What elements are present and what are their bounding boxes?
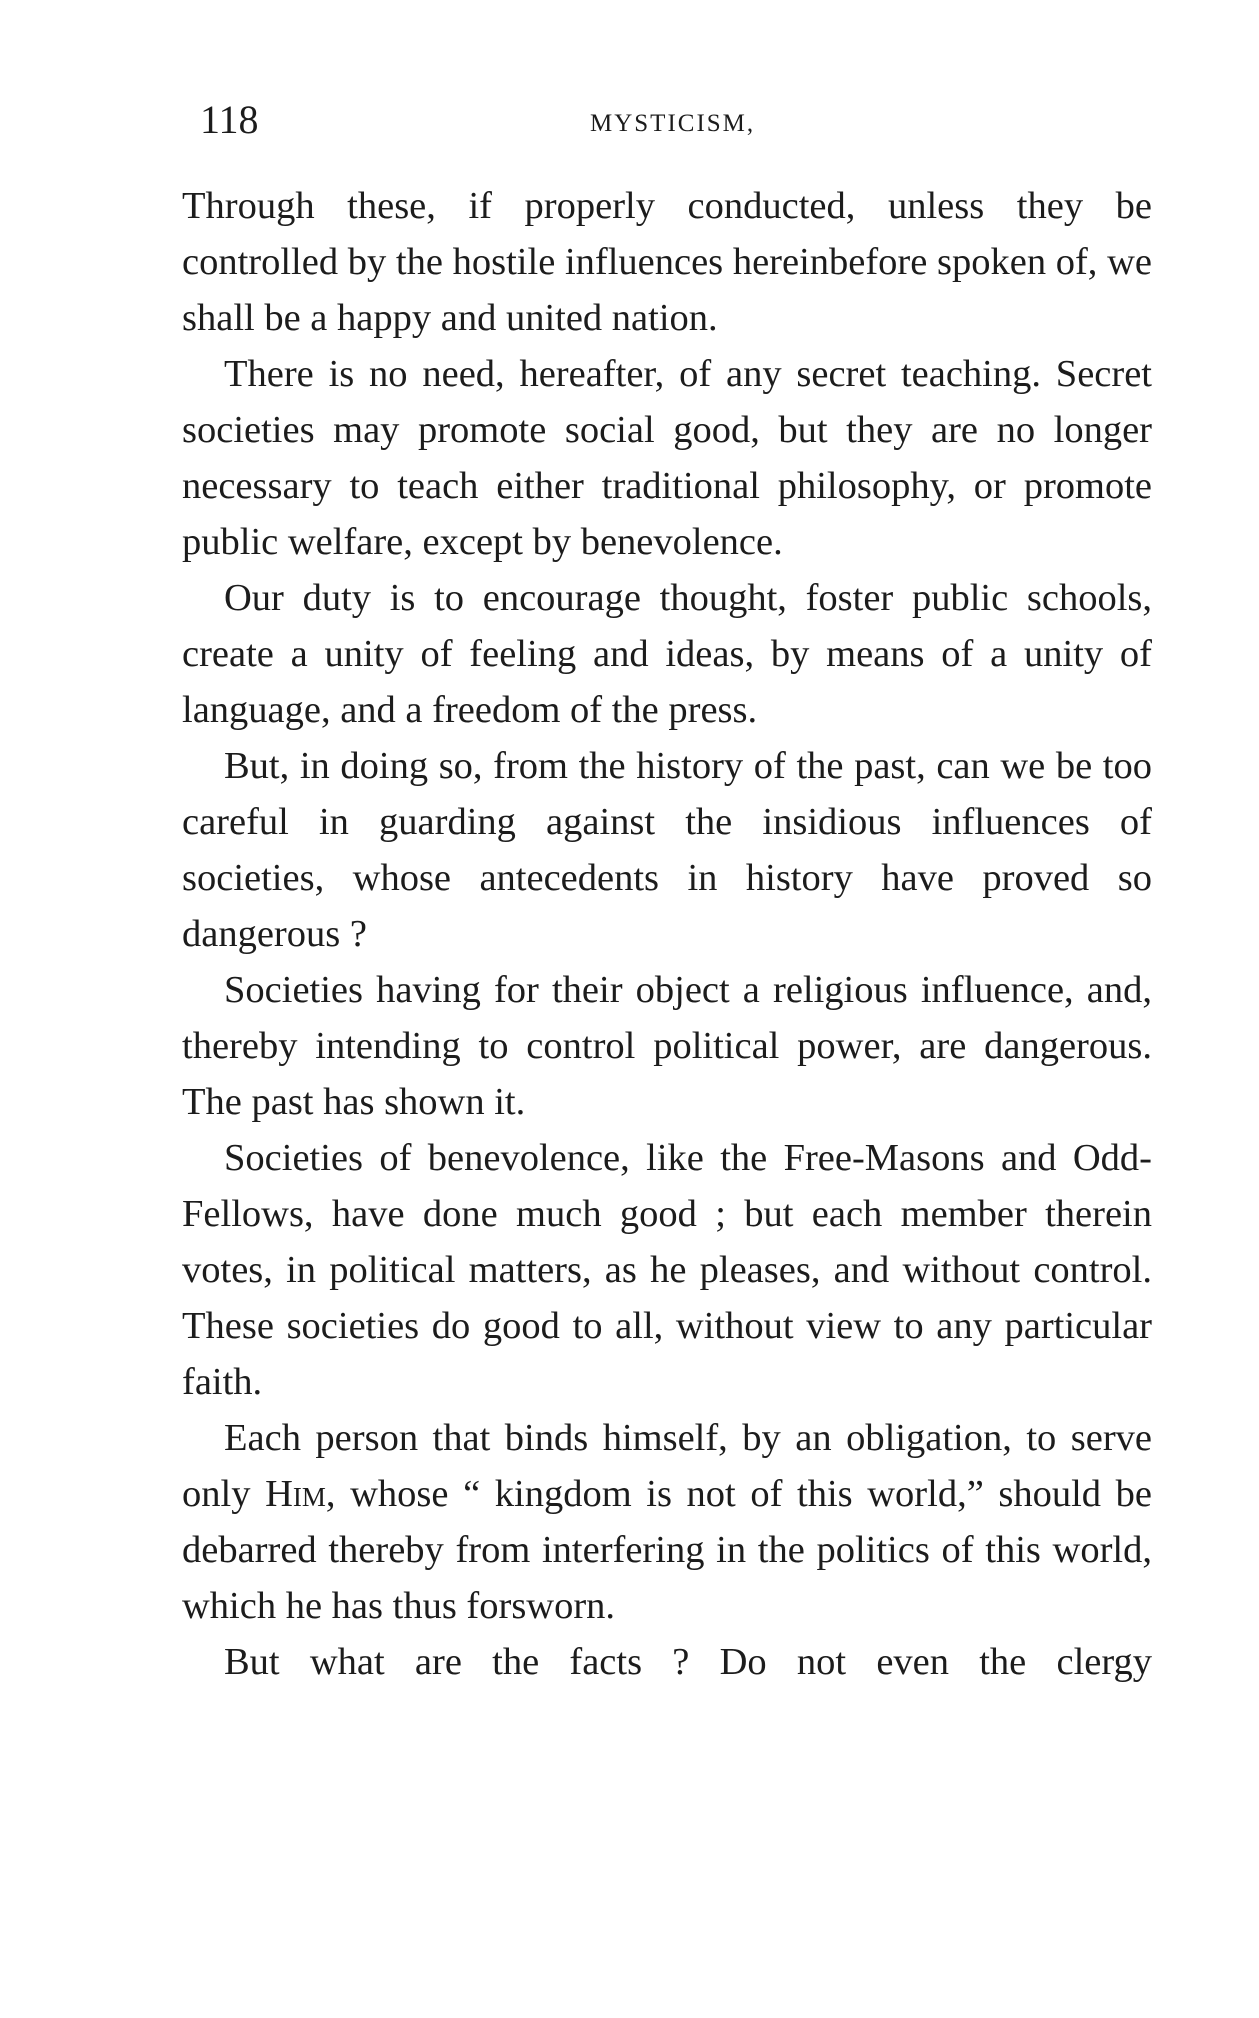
- paragraph: Our duty is to encourage thought, foster public schools, create a unity of feeling and ideas, by means of a unity of language, and a freedom of the press.: [182, 577, 1152, 731]
- paragraph: Societies of benevolence, like the Free-Masons and Odd-Fellows, have done much good ; but each member therein votes, in political matters, as he pleases, and without control. These societies do good to all, without view to any particular faith.: [182, 1137, 1152, 1403]
- paragraph: [182, 1410, 1152, 1634]
- page-number: 118: [200, 97, 259, 142]
- paragraph: Societies having for their object a religious influence, and, thereby intending to control political power, are dangerous. The past has shown it.: [182, 969, 1152, 1123]
- paragraph-text: , whose “ kingdom is not of this world,” should be debarred thereby from interfering in the politics of this world, which he has thus forsworn.: [182, 1473, 1153, 1627]
- running-head: MYSTICISM,: [590, 110, 756, 137]
- page-header: [200, 96, 1160, 146]
- paragraph: Through these, if properly conducted, unless they be controlled by the hostile influences hereinbefore spoken of, we shall be a happy and united nation.: [182, 185, 1152, 339]
- paragraph: But, in doing so, from the history of the past, can we be too careful in guarding against the insidious influences of societies, whose antecedents in history have proved so dangerous ?: [182, 745, 1152, 955]
- small-caps-word: Him: [265, 1473, 326, 1515]
- paragraph: There is no need, hereafter, of any secret teaching. Secret societies may promote social good, but they are no longer necessary to teach either traditional philosophy, or promote public welfare, except by benevolence.: [182, 353, 1152, 563]
- paragraph-text: Each person that binds himself, by an obligation, to serve only: [182, 1417, 1152, 1515]
- body-text: [182, 178, 1152, 1690]
- paragraph: But what are the facts ? Do not even the clergy: [224, 1641, 1152, 1683]
